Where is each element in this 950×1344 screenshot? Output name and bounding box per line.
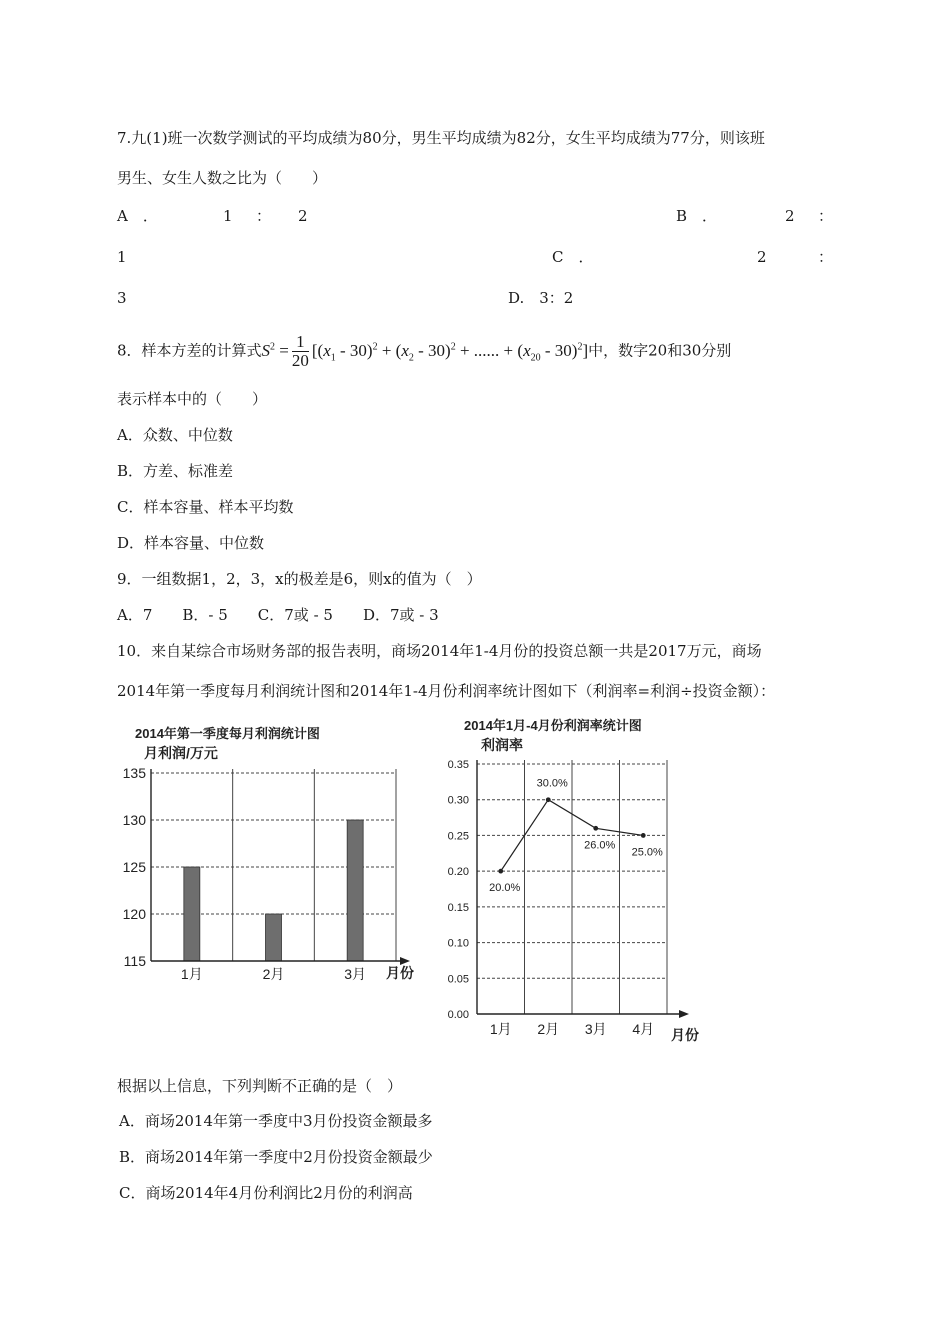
q8-prefix: 8．样本方差的计算式 bbox=[117, 341, 262, 360]
q7-option-c-v1: 2 bbox=[757, 248, 767, 266]
q8-option-d: D．样本容量、中位数 bbox=[117, 534, 265, 552]
q8-formula: $S^2$ = $\frac{1}{20}$ [$(x_1 - 30)^2 + (x_2 - 30)^2$ + ...... + $(x_{20} - 30)^2$] bbox=[261, 332, 589, 371]
line-chart-title: 2014年1月-4月份利润率统计图 bbox=[464, 718, 642, 733]
bar-y-tick-label: 135 bbox=[122, 765, 146, 781]
q10-option-b: B．商场2014年第一季度中2月份投资金额最少 bbox=[119, 1148, 433, 1166]
q8-stem-line2: 表示样本中的（ ） bbox=[117, 390, 268, 408]
q8-suffix: 中，数字20和30分别 bbox=[588, 341, 732, 360]
bar-x-tick-label: 1月 bbox=[180, 966, 203, 982]
line-data-label: 26.0% bbox=[584, 839, 616, 852]
q7-stem-line1: 7.九(1)班一次数学测试的平均成绩为80分，男生平均成绩为82分，女生平均成绩为77分，则该班 bbox=[117, 129, 765, 147]
q8-option-c: C．样本容量、样本平均数 bbox=[117, 498, 294, 516]
bar-y-tick-label: 115 bbox=[123, 953, 146, 969]
line-chart-ylabel: 利润率 bbox=[481, 737, 523, 753]
line-y-tick-label: 0.15 bbox=[447, 901, 469, 914]
line-data-label: 20.0% bbox=[489, 882, 521, 895]
line-x-axis-arrow bbox=[679, 1010, 689, 1018]
q10-option-a: A．商场2014年第一季度中3月份投资金额最多 bbox=[119, 1112, 433, 1130]
line-y-tick-label: 0.00 bbox=[447, 1009, 469, 1021]
bar-y-tick-label: 120 bbox=[122, 906, 146, 922]
line-y-tick-label: 0.35 bbox=[447, 759, 469, 771]
q7-option-a-v1: 1 bbox=[223, 207, 233, 225]
profit-bar-chart bbox=[108, 716, 428, 996]
line-y-tick-label: 0.10 bbox=[447, 937, 469, 950]
q7-option-a-sep: ： bbox=[256, 207, 272, 225]
line-data-label: 25.0% bbox=[631, 846, 663, 859]
line-x-tick-label: 3月 bbox=[584, 1021, 607, 1037]
q10-stem-line1: 10．来自某综合市场财务部的报告表明，商场2014年1-4月份的投资总额一共是2017万元，商场 bbox=[117, 642, 762, 660]
q7-option-c-sep: ： bbox=[818, 248, 834, 266]
line-y-tick-label: 0.25 bbox=[447, 830, 469, 843]
line-x-tick-label: 4月 bbox=[632, 1021, 655, 1037]
q8-fraction: $\frac{1}{20}$ bbox=[291, 332, 309, 371]
q7-stem-line2: 男生、女生人数之比为（ ） bbox=[117, 169, 328, 187]
q7-option-b-v1: 2 bbox=[785, 207, 795, 225]
bar-chart-ylabel: 月利润/万元 bbox=[144, 745, 218, 761]
bar-chart-title: 2014年第一季度每月利润统计图 bbox=[135, 726, 320, 741]
bar-x-tick-label: 2月 bbox=[262, 966, 285, 982]
q7-option-b-sep: ： bbox=[818, 207, 834, 225]
line-point-4 bbox=[641, 833, 646, 838]
q7-option-a-v2: 2 bbox=[298, 207, 308, 225]
bar-x-axis-arrow bbox=[400, 957, 410, 965]
line-x-tick-label: 2月 bbox=[537, 1021, 560, 1037]
q8-option-b: B．方差、标准差 bbox=[117, 462, 234, 480]
q7-option-b-v2: 1 bbox=[117, 248, 127, 266]
bar-3 bbox=[347, 820, 363, 961]
line-point-2 bbox=[546, 797, 551, 802]
q7-option-c-label: C ． bbox=[552, 248, 594, 266]
bar-1 bbox=[184, 867, 200, 961]
profit-rate-line-chart bbox=[435, 712, 725, 1052]
bar-chart-xlabel: 月份 bbox=[386, 965, 414, 981]
q9-options: A．7 B．- 5 C．7或 - 5 D．7或 - 3 bbox=[117, 606, 439, 624]
bar-y-tick-label: 125 bbox=[122, 859, 146, 875]
q10-option-c: C．商场2014年4月份利润比2月份的利润高 bbox=[119, 1184, 413, 1202]
q10-question: 根据以上信息，下列判断不正确的是（ ） bbox=[117, 1077, 403, 1095]
line-point-1 bbox=[498, 869, 503, 874]
q10-stem-line2: 2014年第一季度每月利润统计图和2014年1-4月份利润率统计图如下（利润率=利润÷投资金额）： bbox=[117, 682, 776, 700]
bar-y-tick-label: 130 bbox=[122, 812, 146, 828]
line-point-3 bbox=[593, 826, 598, 831]
q7-option-a-label: A ． bbox=[117, 207, 158, 225]
line-data-label: 30.0% bbox=[536, 777, 568, 790]
q8-option-a: A．众数、中位数 bbox=[117, 426, 233, 444]
q7-option-b-label: B ． bbox=[676, 207, 718, 225]
q7-option-d: D. 3：2 bbox=[508, 289, 574, 307]
line-y-tick-label: 0.30 bbox=[447, 794, 469, 807]
q8-stem-line1 bbox=[117, 325, 731, 369]
bar-x-tick-label: 3月 bbox=[344, 966, 367, 982]
bar-2 bbox=[266, 914, 282, 961]
line-chart-xlabel: 月份 bbox=[671, 1027, 699, 1043]
q9-stem: 9．一组数据1，2，3，x的极差是6，则x的值为（ ） bbox=[117, 570, 482, 588]
line-y-tick-label: 0.05 bbox=[447, 973, 469, 986]
line-y-tick-label: 0.20 bbox=[447, 866, 469, 879]
line-x-tick-label: 1月 bbox=[489, 1021, 512, 1037]
q7-option-c-v2: 3 bbox=[117, 289, 127, 307]
